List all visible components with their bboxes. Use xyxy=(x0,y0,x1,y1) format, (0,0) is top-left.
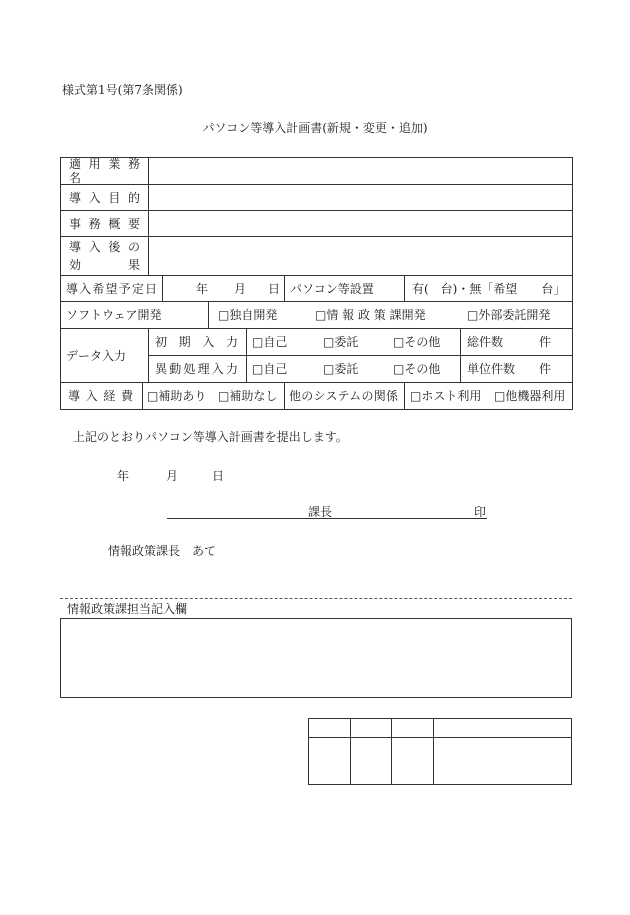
stamp-header-cell xyxy=(392,719,434,738)
update-input-label-cell xyxy=(149,356,247,383)
initial-input-label-cell xyxy=(149,329,247,356)
software-option-outsourced: □外部委託開発 xyxy=(467,308,551,322)
initial-option-self: □自己 xyxy=(252,335,288,349)
initial-count-cell xyxy=(461,329,573,356)
overview-label: 事 務 概 要 xyxy=(69,216,140,231)
data-input-label-cell xyxy=(61,329,149,383)
purpose-label: 導 入 目 的 xyxy=(69,190,140,205)
submission-year-label: 年 xyxy=(117,469,130,483)
form-number: 様式第1号(第7条関係) xyxy=(62,83,183,97)
other-option-other-device: □他機器利用 xyxy=(494,389,566,403)
software-options-cell xyxy=(209,302,573,329)
business-name-value-cell xyxy=(149,158,573,185)
cost-option-subsidy-yes: □補助あり xyxy=(147,389,207,403)
update-option-other: □その他 xyxy=(393,362,441,376)
other-option-host: □ホスト利用 xyxy=(410,389,482,403)
schedule-day-label: 日 xyxy=(268,281,281,296)
effect-label-line2: 効 果 xyxy=(69,258,140,272)
software-option-policy-division: □情 報 政 策 課開発 xyxy=(315,308,426,322)
cost-options-cell xyxy=(143,383,285,410)
pc-install-value-cell xyxy=(405,276,573,302)
plan-form-table xyxy=(60,157,573,410)
initial-option-outsourced: □委託 xyxy=(323,335,359,349)
submission-month-label: 月 xyxy=(166,469,179,483)
stamp-cell xyxy=(392,738,434,785)
purpose-value-cell xyxy=(149,185,573,211)
unit-count-label: 単位件数 xyxy=(467,362,516,376)
unit-count-unit: 件 xyxy=(539,362,552,376)
update-input-label: 異動処理入力 xyxy=(155,362,238,376)
section-chief-label: 課長 xyxy=(308,505,333,519)
addressee: 情報政策課長 あて xyxy=(108,544,217,558)
initial-input-options-cell xyxy=(247,329,461,356)
dashed-divider xyxy=(60,598,572,599)
stamp-cell xyxy=(434,738,572,785)
effect-label-line1: 導 入 後 の xyxy=(69,240,140,254)
cost-option-subsidy-no: □補助なし xyxy=(218,389,278,403)
approval-stamp-table xyxy=(308,718,572,785)
software-label-cell xyxy=(61,302,209,329)
overview-label-cell xyxy=(61,211,149,237)
initial-option-other: □その他 xyxy=(393,335,441,349)
purpose-label-cell xyxy=(61,185,149,211)
seal-mark: 印 xyxy=(474,505,487,519)
schedule-month-label: 月 xyxy=(234,281,247,296)
total-count-unit: 件 xyxy=(539,335,552,349)
pc-install-label: パソコン等設置 xyxy=(290,281,374,296)
signature-line xyxy=(167,518,487,519)
update-count-cell xyxy=(461,356,573,383)
other-systems-label-cell xyxy=(285,383,405,410)
update-option-self: □自己 xyxy=(252,362,288,376)
stamp-header-cell xyxy=(309,719,351,738)
submission-day-label: 日 xyxy=(212,469,225,483)
data-input-label: データ入力 xyxy=(66,348,127,363)
stamp-cell xyxy=(351,738,392,785)
cost-label-cell xyxy=(61,383,143,410)
other-systems-options-cell xyxy=(405,383,573,410)
software-option-in-house: □独自開発 xyxy=(218,308,278,322)
update-input-options-cell xyxy=(247,356,461,383)
effect-label-cell xyxy=(61,237,149,276)
page-title: パソコン等導入計画書(新規・変更・追加) xyxy=(202,121,428,135)
schedule-label: 導入希望予定日 xyxy=(66,281,157,296)
stamp-cell xyxy=(309,738,351,785)
schedule-label-cell xyxy=(61,276,163,302)
effect-value-cell xyxy=(149,237,573,276)
business-name-label-cell xyxy=(61,158,149,185)
pc-install-value: 有( 台)・無「希望 台」 xyxy=(412,281,566,296)
pc-install-label-cell xyxy=(285,276,405,302)
software-label: ソフトウェア開発 xyxy=(66,308,162,322)
schedule-year-label: 年 xyxy=(196,281,209,296)
cost-label: 導 入 経 費 xyxy=(68,389,133,403)
other-systems-label: 他のシステムの関係 xyxy=(289,389,398,403)
total-count-label: 総件数 xyxy=(467,335,504,349)
business-name-label: 適 用 業 務 名 xyxy=(69,157,140,185)
stamp-header-cell xyxy=(351,719,392,738)
update-option-outsourced: □委託 xyxy=(323,362,359,376)
staff-entry-box xyxy=(60,618,572,698)
stamp-header-cell xyxy=(434,719,572,738)
submission-statement: 上記のとおりパソコン等導入計画書を提出します。 xyxy=(73,430,348,444)
overview-value-cell xyxy=(149,211,573,237)
initial-input-label: 初 期 入 力 xyxy=(155,335,238,349)
staff-section-heading: 情報政策課担当記入欄 xyxy=(67,602,188,616)
schedule-date-cell xyxy=(163,276,285,302)
